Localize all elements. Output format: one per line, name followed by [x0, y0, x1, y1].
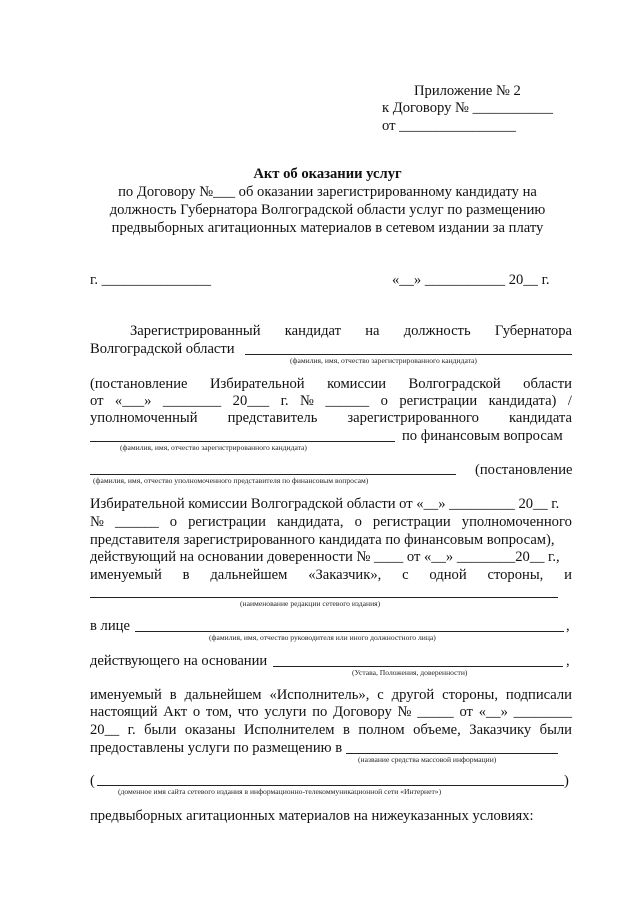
- word: дальнейшем: [184, 687, 262, 703]
- word: г.: [280, 393, 289, 409]
- word: на: [365, 323, 380, 339]
- p7-line-4: предоставлены услуги по размещению в: [90, 740, 343, 756]
- word: именуемый: [90, 567, 162, 583]
- word: о: [169, 514, 178, 530]
- word: регистрации: [399, 393, 478, 409]
- p4-line-1: Избирательной комиссии Волгоградской области от «__» _________ 20__ г.: [90, 496, 560, 512]
- word: кандидат: [284, 323, 342, 339]
- word: настоящий: [90, 704, 158, 720]
- representative-name-blank: [90, 474, 456, 475]
- word: уполномоченный: [90, 410, 198, 426]
- word: о: [192, 704, 201, 720]
- word: области: [523, 376, 572, 392]
- p7-line-3: [90, 722, 572, 738]
- p2-line-3: [90, 410, 572, 426]
- word: в: [182, 567, 190, 583]
- word: г.: [127, 722, 136, 738]
- act-subtitle-line-3: предвыборных агитационных материалов в сетевом издании за плату: [111, 220, 544, 236]
- word: кандидата): [488, 393, 557, 409]
- word: именуемый: [90, 687, 162, 703]
- act-subtitle-line-1: по Договору №___ об оказании зарегистрированному кандидату на: [118, 184, 537, 200]
- word: №: [90, 514, 104, 530]
- media-means-blank: [346, 753, 558, 754]
- word: Исполнителем: [243, 722, 335, 738]
- p1-line-1: [130, 323, 572, 339]
- word: (постановление: [90, 376, 188, 392]
- contract-date-line: от ________________: [382, 118, 516, 134]
- word: оказаны: [184, 722, 236, 738]
- candidate-name-caption: (фамилия, имя, отчество зарегистрированного кандидата): [290, 356, 477, 365]
- word: подписали: [505, 687, 572, 703]
- candidate-name-blank: [245, 354, 572, 355]
- word: кандидата,: [276, 514, 344, 530]
- word: в: [342, 722, 350, 738]
- word: «___»: [114, 393, 152, 409]
- candidate-name-caption-2: (фамилия, имя, отчество зарегистрированного кандидата): [120, 443, 307, 452]
- word: о: [354, 514, 362, 530]
- p3-tail: (постановление: [475, 462, 573, 478]
- word: о: [380, 393, 388, 409]
- basis-blank: [273, 666, 563, 667]
- word: стороны,: [487, 567, 544, 583]
- word: _____: [417, 704, 454, 720]
- word: комиссии: [327, 376, 387, 392]
- p6-prefix: действующего на основании: [90, 653, 268, 669]
- word: были: [539, 722, 572, 738]
- act-subtitle-line-2: должность Губернатора Волгоградской области услуг по размещению: [109, 202, 546, 218]
- domain-blank: [97, 785, 564, 786]
- p5-comma: ,: [566, 618, 570, 634]
- word: ______: [325, 393, 370, 409]
- word: Волгоградской: [408, 376, 501, 392]
- word: Заказчику: [469, 722, 532, 738]
- p2-line-2: [90, 393, 572, 409]
- word: «Исполнитель»,: [269, 687, 370, 703]
- word: по: [312, 704, 328, 720]
- city-line: г. _______________: [90, 272, 212, 288]
- word: 20__: [90, 722, 120, 738]
- word: были: [144, 722, 177, 738]
- word: с: [377, 687, 384, 703]
- p7-line-1: [90, 687, 572, 703]
- word: представитель: [227, 410, 318, 426]
- p2-line-4-tail: по финансовым вопросам: [402, 428, 563, 444]
- word: Избирательной: [209, 376, 305, 392]
- word: №: [300, 393, 314, 409]
- date-line: «__» ___________ 20__ г.: [392, 272, 550, 288]
- word: Договору: [333, 704, 392, 720]
- word: Зарегистрированный: [130, 323, 261, 339]
- domain-paren-open: (: [90, 773, 95, 789]
- candidate-name-blank-2: [90, 441, 395, 442]
- word: и: [564, 567, 572, 583]
- appendix-number: Приложение № 2: [414, 83, 521, 99]
- word: что: [237, 704, 259, 720]
- word: стороны,: [442, 687, 498, 703]
- word: одной: [429, 567, 467, 583]
- word: регистрации: [188, 514, 266, 530]
- word: /: [567, 393, 572, 409]
- media-name-blank: [90, 597, 558, 598]
- word: том,: [205, 704, 233, 720]
- word: Губернатора: [494, 323, 572, 339]
- word: ________: [513, 704, 572, 720]
- word: уполномоченного: [461, 514, 572, 530]
- p2-line-1: [90, 376, 572, 392]
- word: Акт: [163, 704, 188, 720]
- word: другой: [391, 687, 435, 703]
- p4-line-4: действующий на основании доверенности № ____ от «__» ________20__ г.,: [90, 549, 560, 565]
- word: с: [402, 567, 409, 583]
- word: ______: [114, 514, 159, 530]
- domain-paren-close: ): [564, 773, 569, 789]
- word: должность: [403, 323, 471, 339]
- p6-comma: ,: [566, 653, 570, 669]
- basis-caption: (Устава, Положения, доверенности): [352, 668, 468, 677]
- p7-line-2: [90, 704, 572, 720]
- representative-name-caption: (фамилия, имя, отчество уполномоченного представителя по финансовым вопросам): [93, 476, 369, 485]
- word: дальнейшем: [210, 567, 288, 583]
- word: «Заказчик»,: [308, 567, 382, 583]
- word: «__»: [478, 704, 508, 720]
- domain-caption: (доменное имя сайта сетевого издания в информационно-телекоммуникационной сети «Интернет»): [118, 787, 442, 796]
- word: ________: [162, 393, 222, 409]
- head-name-caption: (фамилия, имя, отчество руководителя или иного должностного лица): [209, 633, 436, 642]
- contract-number-line: к Договору № ___________: [382, 100, 553, 116]
- word: регистрации: [372, 514, 451, 530]
- word: кандидата: [509, 410, 572, 426]
- act-title: Акт об оказании услуг: [253, 166, 402, 182]
- word: от: [90, 393, 104, 409]
- word: №: [397, 704, 412, 720]
- media-name-caption: (наименование редакции сетевого издания): [240, 599, 381, 608]
- p8-line: предвыборных агитационных материалов на нижеуказанных условиях:: [90, 808, 534, 824]
- p5-prefix: в лице: [90, 618, 130, 634]
- word: в: [169, 687, 177, 703]
- p4-line-5: [90, 567, 572, 583]
- media-means-caption: (название средства массовой информации): [358, 755, 497, 764]
- word: услуги: [264, 704, 307, 720]
- p4-line-3: представителя зарегистрированного кандидата по финансовым вопросам),: [90, 532, 555, 548]
- word: зарегистрированного: [347, 410, 479, 426]
- word: полном: [358, 722, 405, 738]
- word: от: [459, 704, 473, 720]
- word: объеме,: [413, 722, 461, 738]
- head-name-blank: [135, 631, 564, 632]
- word: 20___: [232, 393, 270, 409]
- p1-line-2: Волгоградской области: [90, 341, 235, 357]
- p4-line-2: [90, 514, 572, 530]
